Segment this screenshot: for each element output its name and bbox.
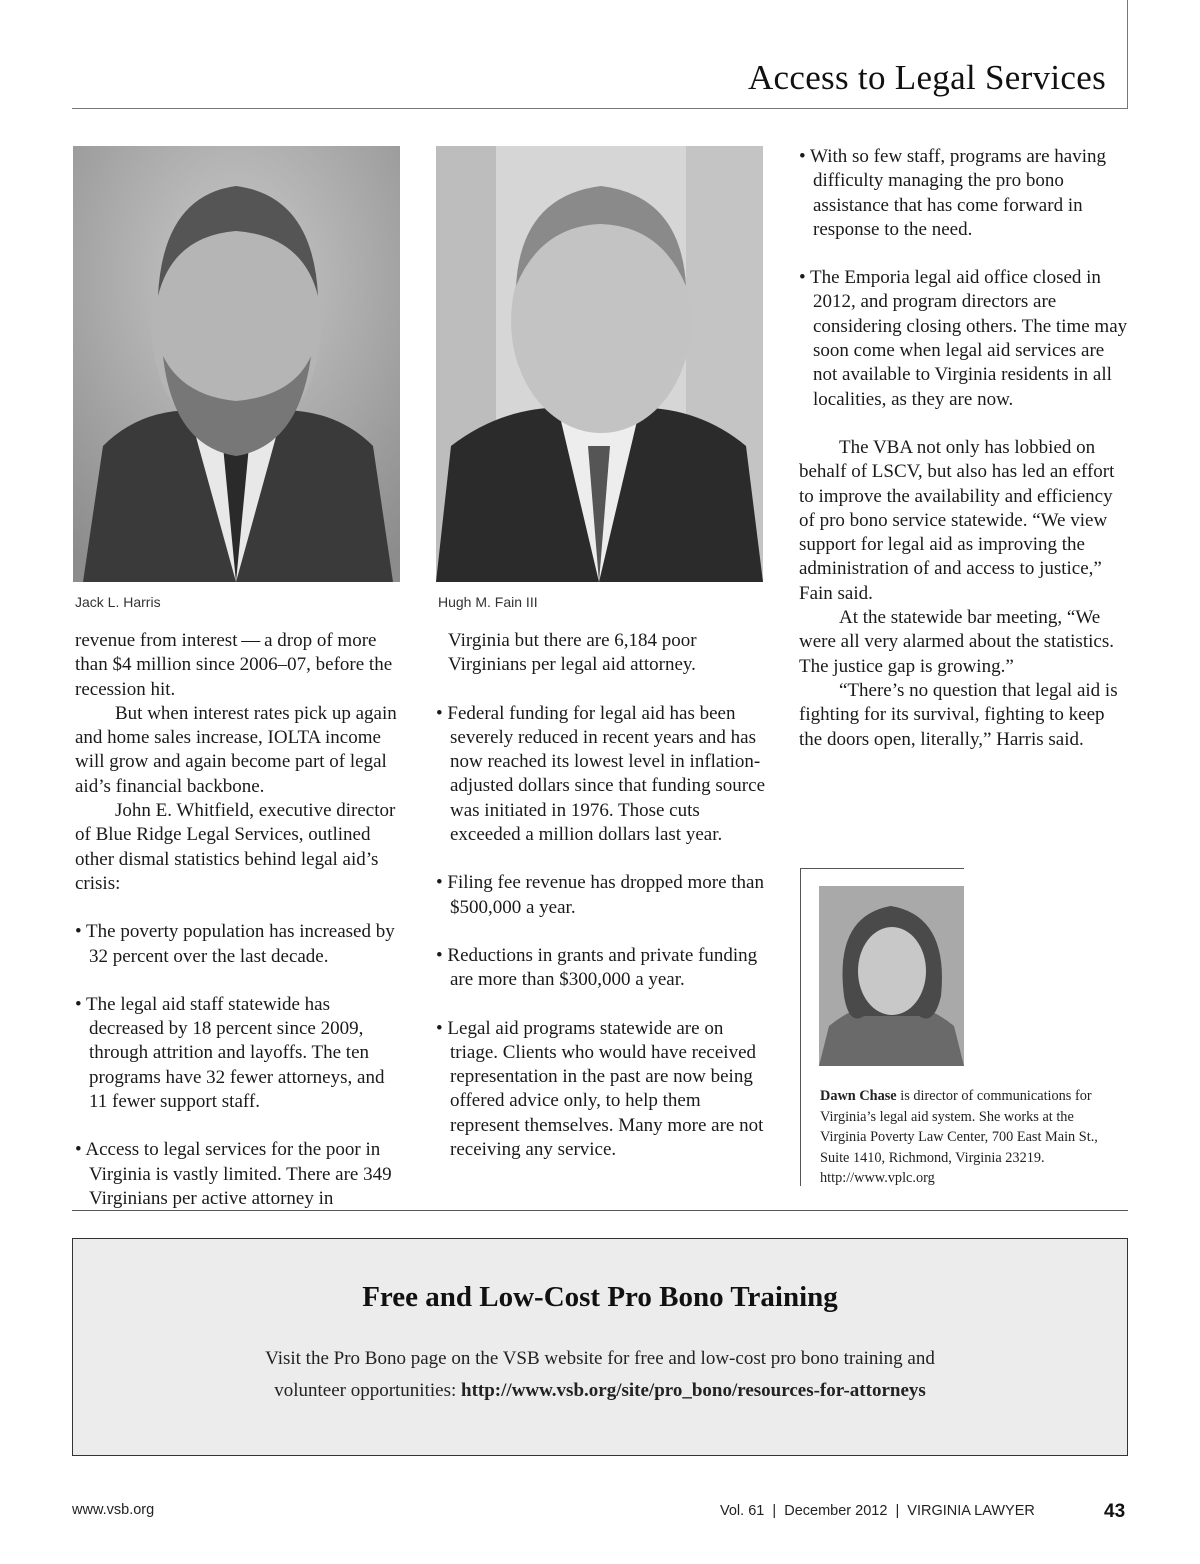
bullet-item: • The poverty population has increased by 32 percent over the last decade. xyxy=(75,921,395,967)
paragraph: The VBA not only has lobbied on behalf of LSCV, but also has led an effort to improve the availability and efficiency of pro bono service statewide. “We view support for legal aid as improving the administration of and access to justice,” Fain said. xyxy=(799,436,1115,604)
header-vertical-rule xyxy=(1127,0,1128,109)
paragraph: John E. Whitfield, executive director of Blue Ridge Legal Services, outlined other dismal statistics behind legal aid’s crisis: xyxy=(75,800,396,894)
promo-body-line: volunteer opportunities: xyxy=(274,1380,462,1401)
paragraph: revenue from interest — a drop of more than $4 million since 2006–07, before the recession hit. xyxy=(75,630,393,700)
promo-link[interactable]: http://www.vsb.org/site/pro_bono/resources-for-attorneys xyxy=(461,1380,926,1401)
article-column-3 xyxy=(799,145,1129,752)
photo-hugh-fain xyxy=(436,146,763,582)
paragraph: “There’s no question that legal aid is fighting for its survival, fighting to keep the doors open, literally,” Harris said. xyxy=(799,679,1118,750)
bullet-item: • Reductions in grants and private funding are more than $300,000 a year. xyxy=(436,944,758,991)
photo-caption: Hugh M. Fain III xyxy=(438,594,538,610)
promo-box xyxy=(72,1238,1128,1456)
article-column-1 xyxy=(75,629,405,1211)
header-rule xyxy=(72,108,1128,109)
footer-issue: Vol. 61 | December 2012 | VIRGINIA LAWYER xyxy=(720,1503,1035,1519)
bullet-item: • Access to legal services for the poor in Virginia is vastly limited. There are 349 Virginians per active attorney in xyxy=(75,1139,392,1209)
paragraph: But when interest rates pick up again and home sales increase, IOLTA income will grow and again become part of legal aid’s financial backbone. xyxy=(75,702,397,797)
bullet-item: • With so few staff, programs are having difficulty managing the pro bono assistance that has come forward in response to the need. xyxy=(799,146,1106,240)
promo-body-line: Visit the Pro Bono page on the VSB website for free and low-cost pro bono training and xyxy=(265,1348,935,1369)
section-divider xyxy=(72,1210,1128,1211)
paragraph: At the statewide bar meeting, “We were all very alarmed about the statistics. The justice gap is growing.” xyxy=(799,607,1114,677)
promo-body xyxy=(73,1343,1127,1407)
photo-dawn-chase xyxy=(819,886,964,1066)
bullet-item: • Federal funding for legal aid has been severely reduced in recent years and has now reached its lowest level in inflation-adjusted dollars since that funding source was initiated in 1976. Those cuts exceeded a million dollars last year. xyxy=(436,702,766,846)
photo-caption: Jack L. Harris xyxy=(75,594,161,610)
paragraph: Virginia but there are 6,184 poor Virginians per legal aid attorney. xyxy=(448,630,697,676)
author-name: Dawn Chase xyxy=(820,1088,897,1104)
photo-jack-harris xyxy=(73,146,400,582)
bullet-item: • The Emporia legal aid office closed in 2012, and program directors are considering closing others. The time may soon come when legal aid services are not available to Virginia residents in all localities, as they are now. xyxy=(799,267,1128,410)
bio-frame-rule xyxy=(800,868,801,1186)
author-bio xyxy=(820,1086,1110,1189)
promo-title: Free and Low-Cost Pro Bono Training xyxy=(362,1281,838,1313)
page-number: 43 xyxy=(1104,1501,1126,1522)
article-column-2 xyxy=(436,629,766,1162)
bullet-item: • Filing fee revenue has dropped more than $500,000 a year. xyxy=(436,872,764,918)
author-bio-text: is director of communications for Virginia’s legal aid system. She works at the Virginia Poverty Law Center, 700 East Main St., Suite 1410, Richmond, Virginia 23219. http://www.vplc.org xyxy=(820,1088,1098,1186)
section-title: Access to Legal Services xyxy=(747,58,1106,97)
bullet-item: • Legal aid programs statewide are on triage. Clients who would have received representation in the past are now being offered advice only, to help them represent themselves. Many more are not receiving any service. xyxy=(436,1017,764,1161)
bio-frame-rule xyxy=(800,868,964,869)
bullet-item: • The legal aid staff statewide has decreased by 18 percent since 2009, through attrition and layoffs. The ten programs have 32 fewer attorneys, and 11 fewer support staff. xyxy=(75,993,385,1113)
footer-website[interactable]: www.vsb.org xyxy=(72,1502,155,1518)
